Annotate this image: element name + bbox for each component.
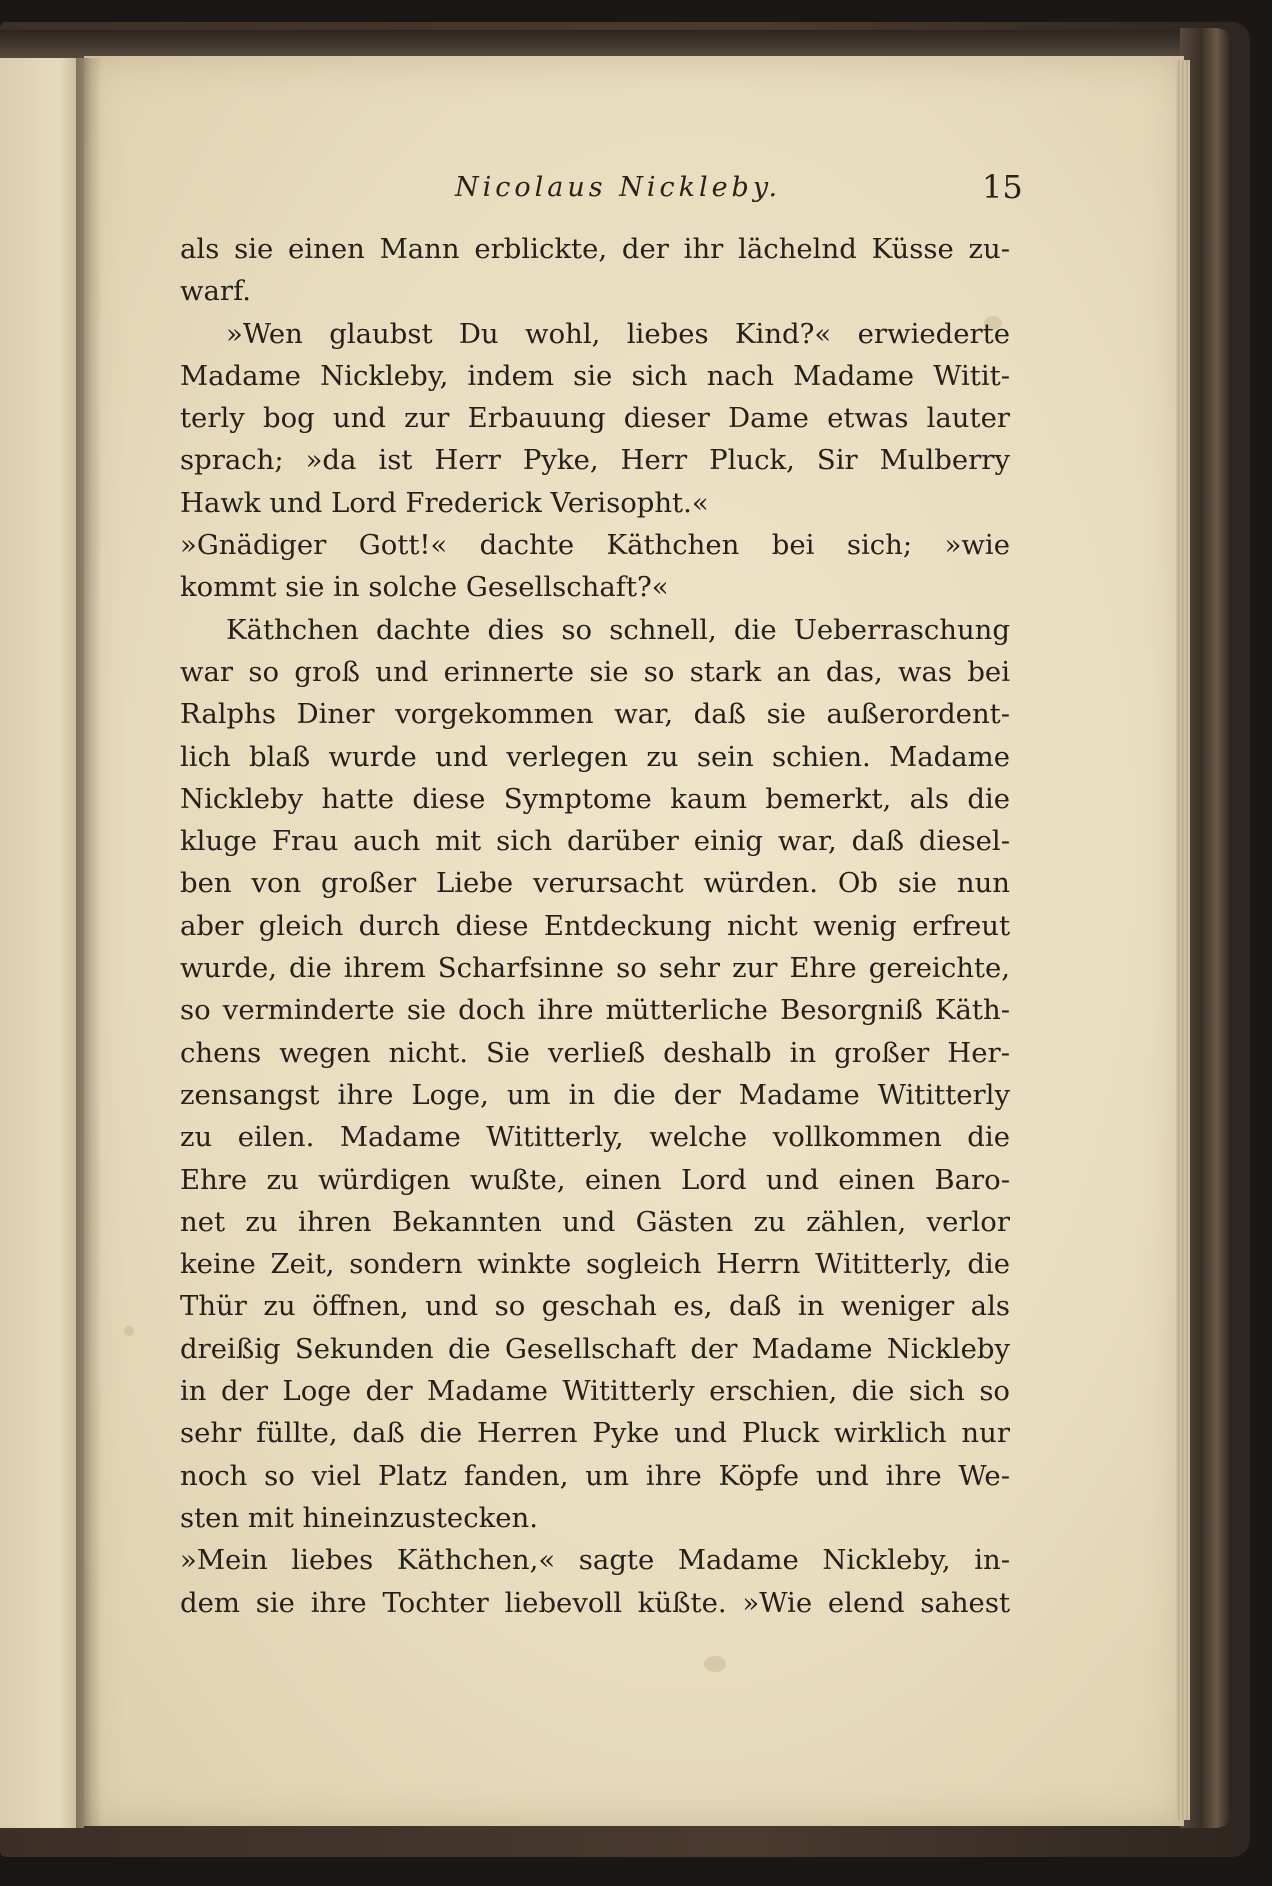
page-gutter-shadow xyxy=(76,58,102,1828)
page-number: 15 xyxy=(982,168,1023,206)
page-stack-edge xyxy=(1176,60,1190,1820)
text-line: als sie einen Mann erblickte, der ihr lächelnd Küsse zu- xyxy=(180,233,1010,265)
text-line: in der Loge der Madame Wititterly erschien, die sich so xyxy=(180,1375,1010,1408)
body-text xyxy=(180,228,1010,1624)
foxing-spot xyxy=(124,1326,134,1336)
text-line: zu eilen. Madame Wititterly, welche vollkommen die xyxy=(180,1121,1010,1154)
running-title: Nicolaus Nickleby. xyxy=(455,172,782,203)
text-line: kluge Frau auch mit sich darüber einig war, daß diesel- xyxy=(180,825,1010,858)
text-line: Ralphs Diner vorgekommen war, daß sie außerordent- xyxy=(180,698,1010,731)
facing-page xyxy=(0,58,84,1828)
text-line: dreißig Sekunden die Gesellschaft der Madame Nickleby xyxy=(180,1332,1010,1365)
text-line: Nickleby hatte diese Symptome kaum bemerkt, als die xyxy=(180,782,1010,815)
foxing-spot xyxy=(704,1656,726,1672)
text-line: sprach; »da ist Herr Pyke, Herr Pluck, Sir Mulberry xyxy=(180,444,1010,477)
text-line: sehr füllte, daß die Herren Pyke und Pluck wirklich nur xyxy=(180,1417,1010,1450)
running-header xyxy=(0,116,1272,206)
text-line: Madame Nickleby, indem sie sich nach Madame Witit- xyxy=(180,359,1010,392)
text-line: lich blaß wurde und verlegen zu sein schien. Madame xyxy=(180,740,1010,773)
text-line: chens wegen nicht. Sie verließ deshalb in großer Her- xyxy=(180,1036,1010,1069)
text-line: kommt sie in solche Gesellschaft?« xyxy=(180,571,669,604)
text-line: »Gnädiger Gott!« dachte Käthchen bei sich; »wie xyxy=(180,529,1010,562)
text-line: terly bog und zur Erbauung dieser Dame etwas lauter xyxy=(180,402,1010,435)
text-line: keine Zeit, sondern winkte sogleich Herrn Wititterly, die xyxy=(180,1248,1010,1281)
text-line: aber gleich durch diese Entdeckung nicht wenig erfreut xyxy=(180,909,1010,942)
text-line: sten mit hineinzustecken. xyxy=(180,1501,538,1534)
text-line: Ehre zu würdigen wußte, einen Lord und einen Baro- xyxy=(180,1163,1010,1196)
text-line: dem sie ihre Tochter liebevoll küßte. »Wie elend sahest xyxy=(180,1586,1010,1619)
text-line: noch so viel Platz fanden, um ihre Köpfe und ihre We- xyxy=(180,1459,1010,1492)
text-line: zensangst ihre Loge, um in die der Madame Wititterly xyxy=(180,1078,1010,1111)
text-line: »Mein liebes Käthchen,« sagte Madame Nickleby, in- xyxy=(180,1544,1010,1577)
text-line: Hawk und Lord Frederick Verisopht.« xyxy=(180,486,709,519)
text-line: ben von großer Liebe verursacht würden. Ob sie nun xyxy=(180,867,1010,900)
text-line: warf. xyxy=(180,275,252,308)
text-line: war so groß und erinnerte sie so stark an das, was bei xyxy=(180,655,1010,688)
text-line: Käthchen dachte dies so schnell, die Ueberraschung xyxy=(226,613,1010,646)
text-line: Thür zu öffnen, und so geschah es, daß in weniger als xyxy=(180,1290,1010,1323)
text-line: wurde, die ihrem Scharfsinne so sehr zur Ehre gereichte, xyxy=(180,952,1010,985)
text-line: »Wen glaubst Du wohl, liebes Kind?« erwiederte xyxy=(226,317,1010,350)
text-line: net zu ihren Bekannten und Gästen zu zählen, verlor xyxy=(180,1205,1010,1238)
text-line: so verminderte sie doch ihre mütterliche Besorgniß Käth- xyxy=(180,994,1010,1027)
